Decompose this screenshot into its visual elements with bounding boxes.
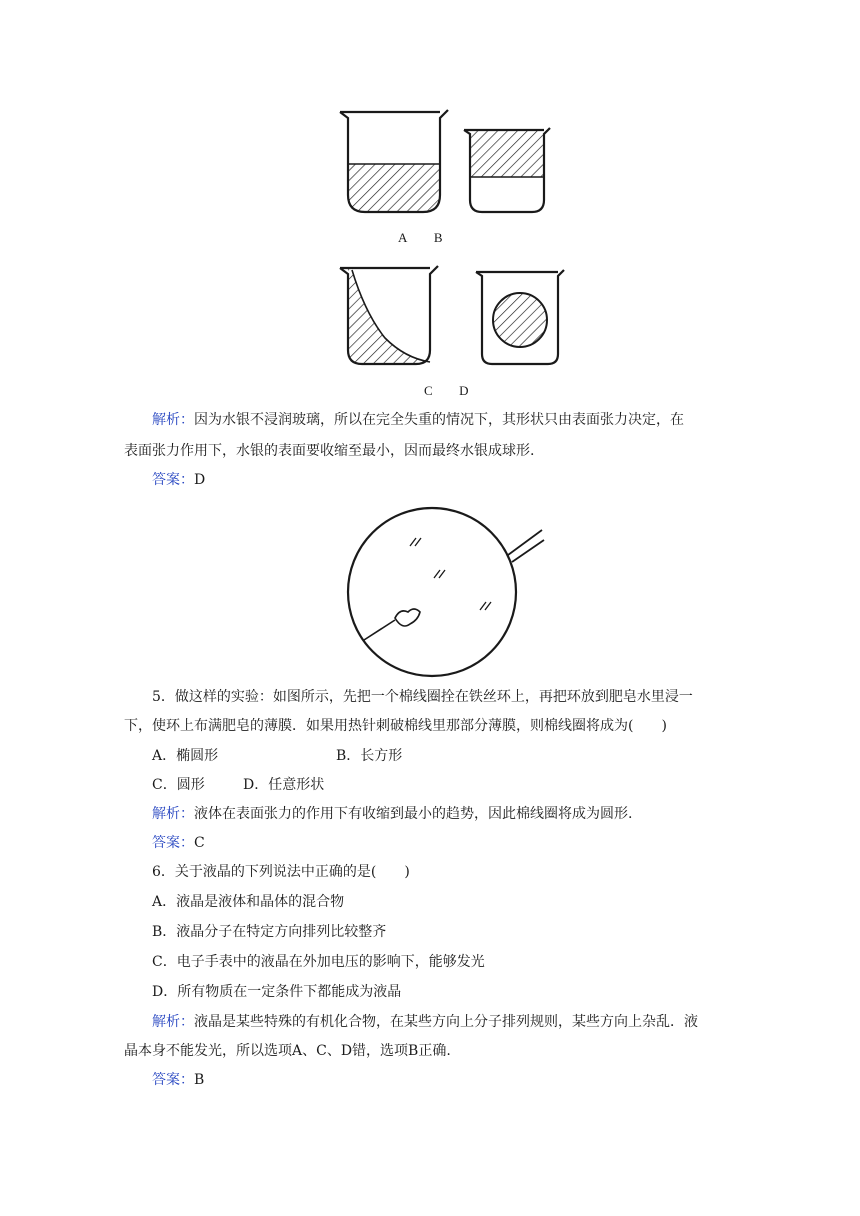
analysis-label: 解析： (152, 412, 194, 428)
film-mark-3 (480, 602, 491, 610)
ring-handle (508, 530, 544, 562)
q5-stem-line2: 下，使环上布满肥皂的薄膜．如果用热针刺破棉线里那部分薄膜，则棉线圈将成为( ) (124, 718, 667, 734)
caption-b: B (433, 230, 443, 245)
answer-value: D (194, 472, 206, 488)
caption-a: A (398, 230, 408, 245)
answer-label: 答案： (152, 835, 194, 851)
analysis-label: 解析： (152, 1014, 194, 1030)
mercury-c (344, 268, 430, 364)
caption-d: D (459, 383, 469, 398)
q6-option-b: B．液晶分子在特定方向排列比较整齐 (152, 924, 387, 940)
answer-label: 答案： (152, 472, 194, 488)
film-mark-2 (434, 570, 445, 578)
beaker-figure-ab (330, 100, 560, 225)
mercury-b (470, 130, 544, 177)
beaker-figure-cd (330, 258, 580, 376)
q6-analysis-line2: 晶本身不能发光，所以选项A、C、D错，选项B正确. (124, 1043, 451, 1059)
q5-answer (152, 829, 768, 857)
q6-stem: 6．关于液晶的下列说法中正确的是( ) (152, 864, 410, 880)
q6-option-c: C．电子手表中的液晶在外加电压的影响下，能够发光 (152, 954, 485, 970)
caption-ab (398, 230, 443, 246)
analysis-label: 解析： (152, 806, 194, 822)
wire-ring (348, 508, 516, 676)
mercury-a (348, 164, 440, 214)
q5-option-a: A．椭圆形 (152, 748, 219, 764)
q5-option-d: D．任意形状 (243, 777, 325, 793)
q4-analysis-line2: 表面张力作用下，水银的表面要收缩至最小，因而最终水银成球形. (124, 443, 535, 459)
q6-answer (152, 1066, 768, 1094)
q6-analysis-line1: 解析：液晶是某些特殊的有机化合物，在某些方向上分子排列规则，某些方向上杂乱．液 (152, 1014, 698, 1030)
wire-ring-figure (340, 500, 550, 680)
caption-cd (424, 383, 469, 399)
q4-answer (152, 466, 768, 494)
q5-option-c: C．圆形 (152, 777, 205, 793)
q6-option-d: D．所有物质在一定条件下都能成为液晶 (152, 984, 402, 1000)
q5-stem-line1: 5．做这样的实验：如图所示，先把一个棉线圈拴在铁丝环上，再把环放到肥皂水里浸一 (152, 689, 693, 705)
q5-option-b: B．长方形 (336, 748, 403, 764)
answer-label: 答案： (152, 1072, 194, 1088)
mercury-sphere-d (493, 293, 547, 347)
q6-option-a: A．液晶是液体和晶体的混合物 (152, 894, 345, 910)
caption-c: C (424, 383, 433, 398)
film-mark-1 (410, 538, 421, 546)
answer-value: C (194, 835, 205, 851)
q4-analysis-line1: 解析：因为水银不浸润玻璃，所以在完全失重的情况下，其形状只由表面张力决定，在 (152, 412, 684, 428)
q5-analysis: 解析：液体在表面张力的作用下有收缩到最小的趋势，因此棉线圈将成为圆形. (152, 806, 633, 822)
cotton-loop (395, 609, 420, 626)
answer-value: B (194, 1072, 205, 1088)
